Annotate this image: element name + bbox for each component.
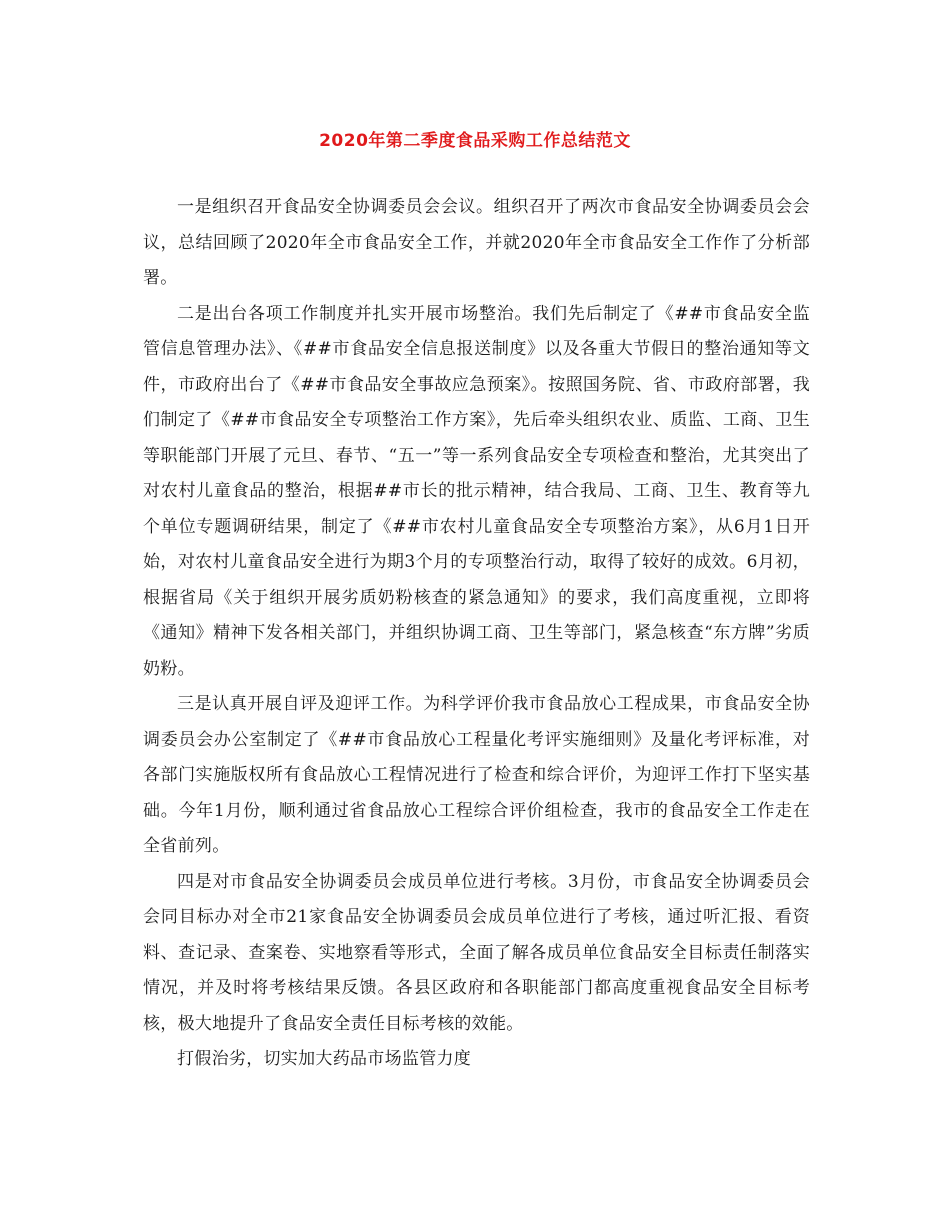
document-body	[143, 190, 810, 1078]
paragraph-3: 三是认真开展自评及迎评工作。为科学评价我市食品放心工程成果，市食品安全协调委员会办公室制定了《##市食品放心工程量化考评实施细则》及量化考评标准，对各部门实施版权所有食品放心工程情况进行了检查和综合评价，为迎评工作打下坚实基础。今年1月份，顺利通过省食品放心工程综合评价组检查，我市的食品安全工作走在全省前列。	[143, 694, 810, 856]
document-title: 2020年第二季度食品采购工作总结范文	[319, 131, 631, 151]
paragraph-4: 四是对市食品安全协调委员会成员单位进行考核。3月份，市食品安全协调委员会会同目标办对全市21家食品安全协调委员会成员单位进行了考核，通过听汇报、看资料、查记录、查案卷、实地察看等形式，全面了解各成员单位食品安全目标责任制落实情况，并及时将考核结果反馈。各县区政府和各职能部门都高度重视食品安全目标考核，极大地提升了食品安全责任目标考核的效能。	[143, 871, 810, 1034]
paragraph-2: 二是出台各项工作制度并扎实开展市场整治。我们先后制定了《##市食品安全监管信息管理办法》、《##市食品安全信息报送制度》以及各重大节假日的整治通知等文件，市政府出台了《##市食品安全事故应急预案》。按照国务院、省、市政府部署，我们制定了《##市食品安全专项整治工作方案》，先后牵头组织农业、质监、工商、卫生等职能部门开展了元旦、春节、“五一”等一系列食品安全专项检查和整治，尤其突出了对农村儿童食品的整治，根据##市长的批示精神，结合我局、工商、卫生、教育等九个单位专题调研结果，制定了《##市农村儿童食品安全专项整治方案》，从6月1日开始，对农村儿童食品安全进行为期3个月的专项整治行动，取得了较好的成效。6月初，根据省局《关于组织开展劣质奶粉核查的紧急通知》的要求，我们高度重视，立即将《通知》精神下发各相关部门，并组织协调工商、卫生等部门，紧急核查“东方牌”劣质奶粉。	[143, 303, 810, 679]
paragraph-1: 一是组织召开食品安全协调委员会会议。组织召开了两次市食品安全协调委员会会议，总结回顾了2020年全市食品安全工作，并就2020年全市食品安全工作作了分析部署。	[143, 197, 810, 288]
paragraph-5: 打假治劣，切实加大药品市场监管力度	[177, 1049, 472, 1069]
